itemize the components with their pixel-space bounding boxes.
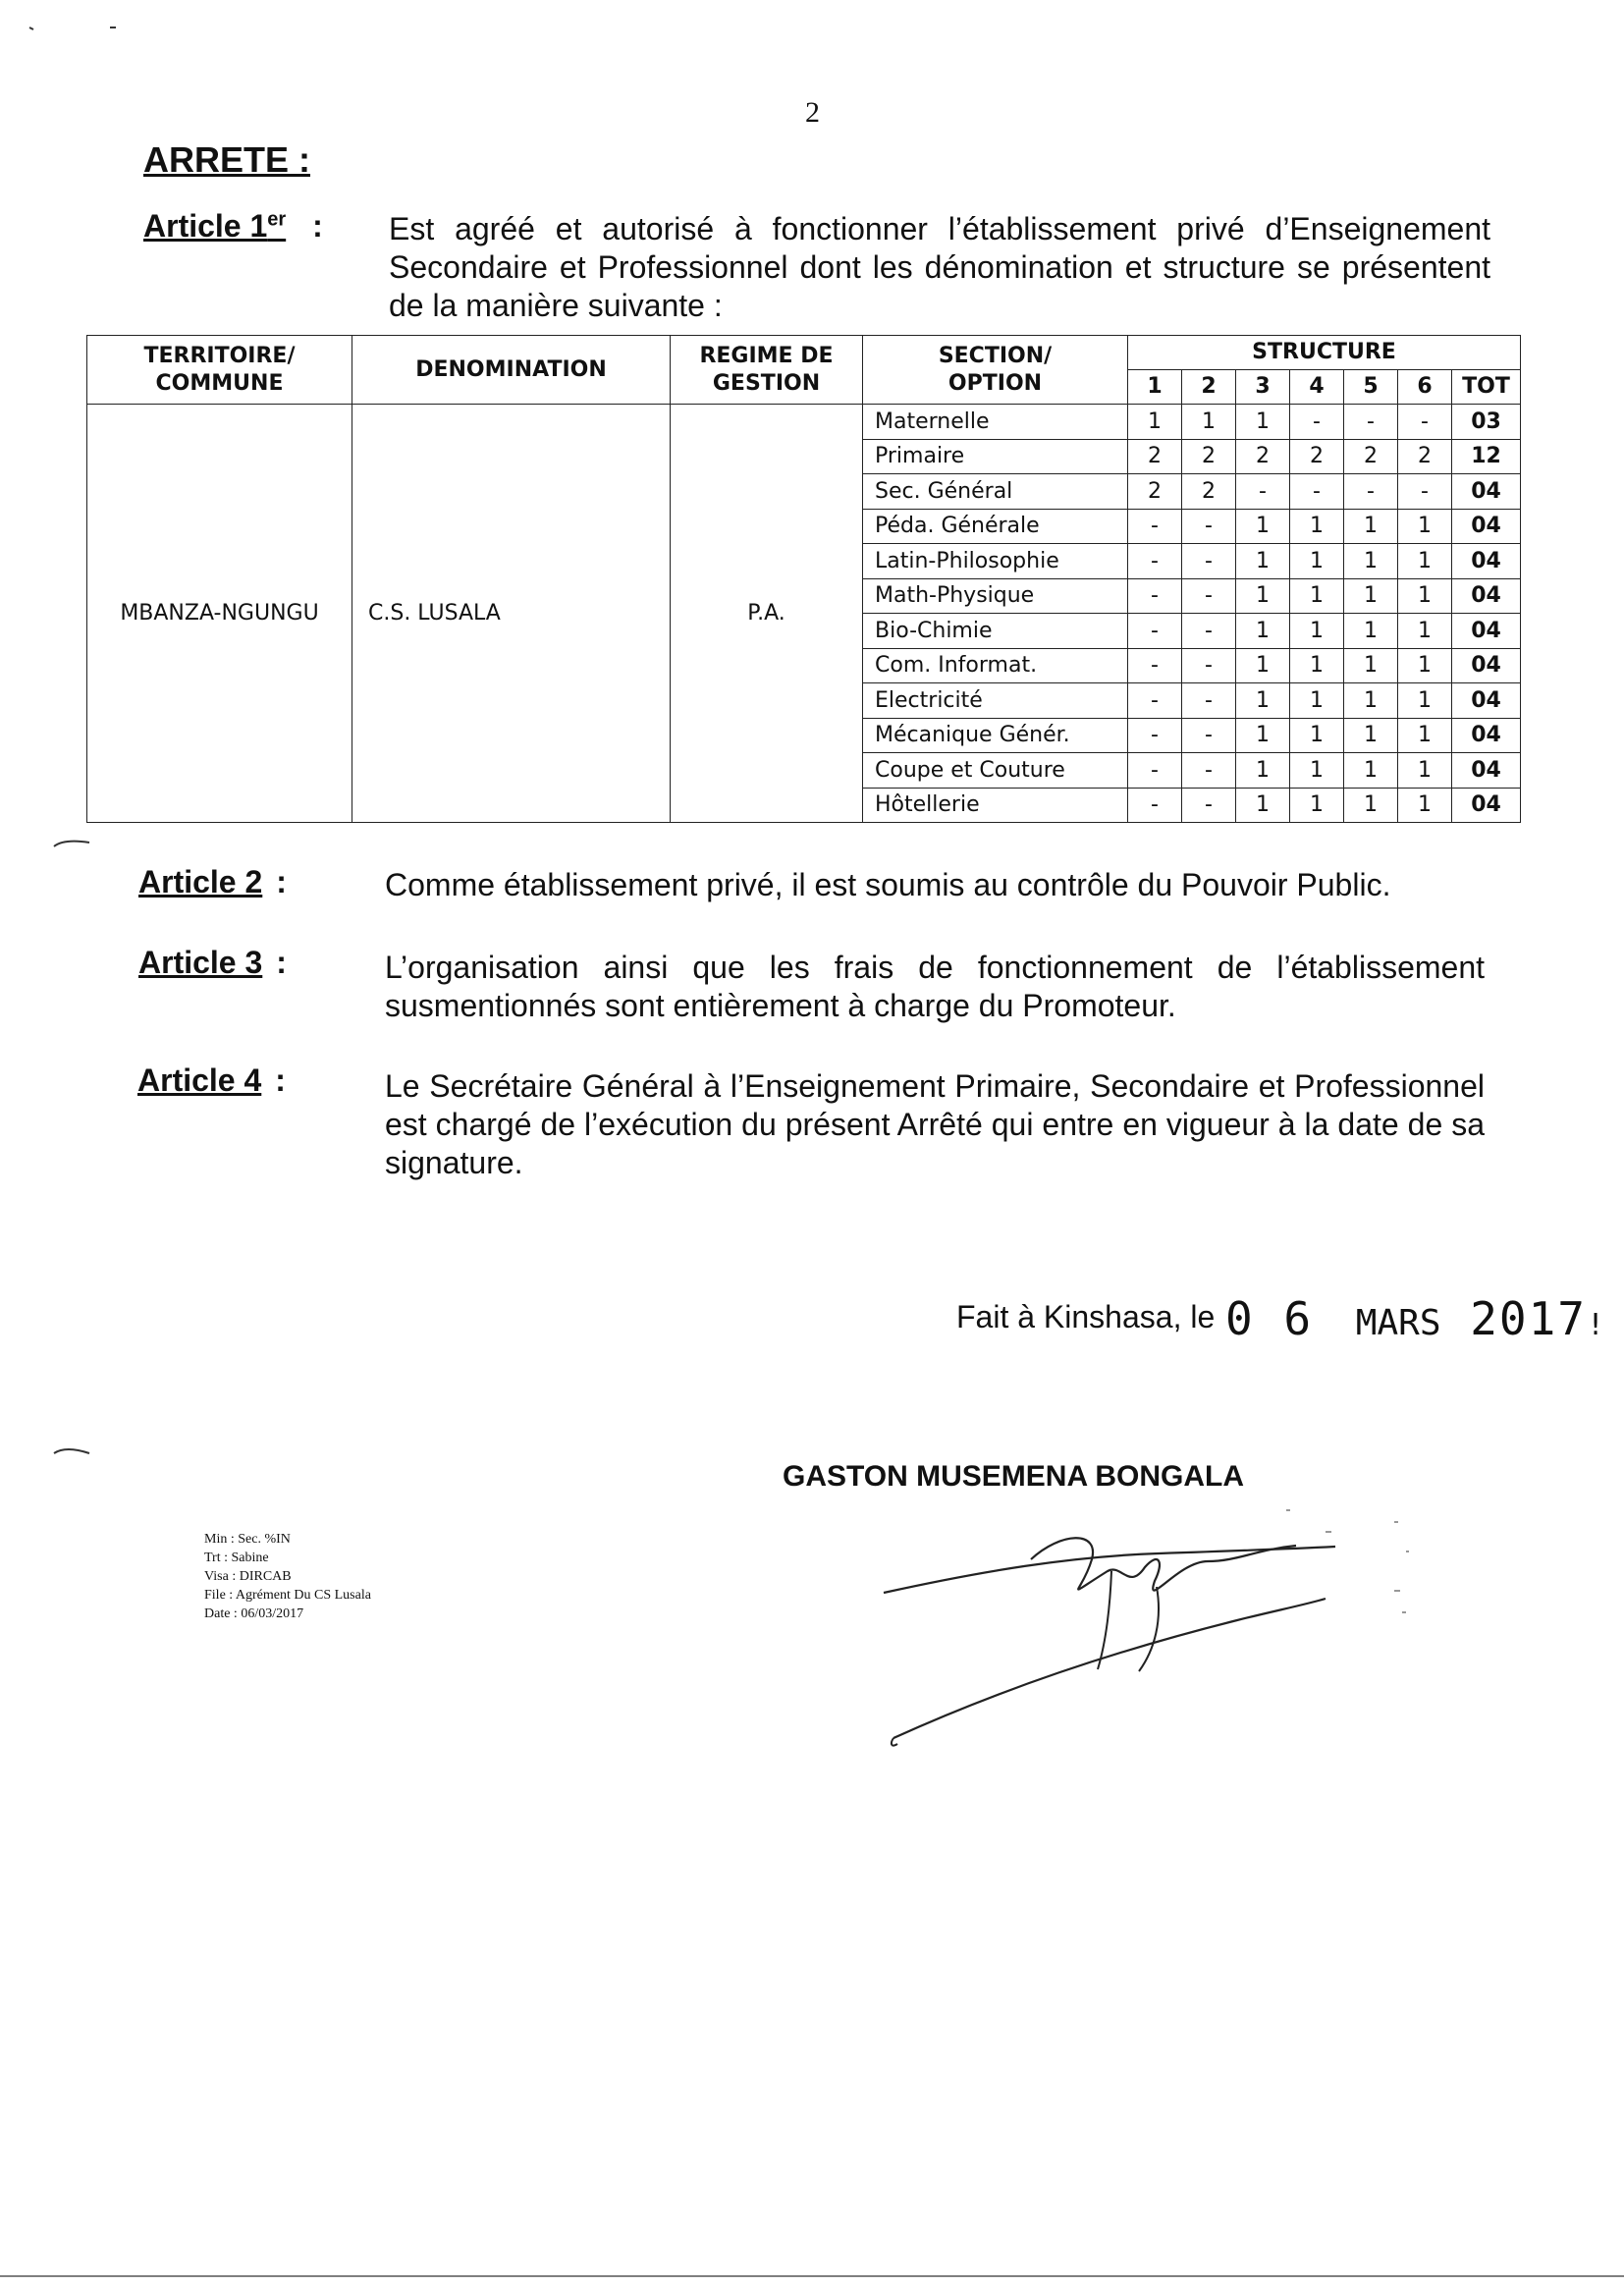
regime-cell: P.A.: [671, 405, 863, 823]
year-4-cell: -: [1290, 474, 1344, 510]
year-6-cell: 1: [1398, 544, 1452, 579]
section-cell: Péda. Générale: [863, 509, 1128, 544]
year-5-cell: 2: [1344, 439, 1398, 474]
article-4-text: Le Secrétaire Général à l’Enseignement Primaire, Secondaire et Professionnel est chargé de l’exécution du présent Arrêté qui entre en vigueur à la date de sa signature.: [385, 1068, 1485, 1180]
page-number: 2: [805, 96, 820, 129]
article-4-label: Article 4 :: [137, 1062, 286, 1098]
total-cell: 04: [1452, 544, 1521, 579]
year-4-cell: 1: [1290, 578, 1344, 614]
year-6-cell: 1: [1398, 509, 1452, 544]
year-2-cell: -: [1182, 788, 1236, 823]
year-3-cell: 1: [1236, 788, 1290, 823]
year-1-cell: -: [1128, 578, 1182, 614]
year-5-cell: 1: [1344, 648, 1398, 683]
place-date-text: Fait à Kinshasa, le: [956, 1299, 1216, 1334]
total-cell: 04: [1452, 509, 1521, 544]
year-1-cell: 2: [1128, 474, 1182, 510]
year-6-cell: 1: [1398, 614, 1452, 649]
year-4-cell: 1: [1290, 683, 1344, 719]
year-4-cell: 1: [1290, 544, 1344, 579]
total-cell: 12: [1452, 439, 1521, 474]
year-3-cell: 1: [1236, 509, 1290, 544]
year-1-cell: -: [1128, 614, 1182, 649]
memo-line: Trt : Sabine: [204, 1551, 269, 1565]
year-1-cell: -: [1128, 718, 1182, 753]
year-6-cell: 1: [1398, 718, 1452, 753]
year-2-cell: -: [1182, 578, 1236, 614]
year-5-cell: 1: [1344, 578, 1398, 614]
total-cell: 04: [1452, 648, 1521, 683]
header-tot: TOT: [1452, 370, 1521, 405]
memo-line: Min : Sec. %IN: [204, 1532, 291, 1547]
year-2-cell: -: [1182, 544, 1236, 579]
total-cell: 04: [1452, 753, 1521, 789]
date-month: MARS: [1355, 1303, 1441, 1343]
memo-line: File : Agrément Du CS Lusala: [204, 1588, 371, 1603]
year-3-cell: 1: [1236, 683, 1290, 719]
year-5-cell: 1: [1344, 718, 1398, 753]
article-1-label: Article 1er :: [143, 208, 323, 244]
year-6-cell: 1: [1398, 753, 1452, 789]
section-cell: Math-Physique: [863, 578, 1128, 614]
year-5-cell: 1: [1344, 544, 1398, 579]
total-cell: 04: [1452, 578, 1521, 614]
year-2-cell: -: [1182, 509, 1236, 544]
year-5-cell: 1: [1344, 614, 1398, 649]
year-3-cell: 2: [1236, 439, 1290, 474]
signature: [864, 1502, 1473, 1777]
year-5-cell: 1: [1344, 788, 1398, 823]
total-cell: 04: [1452, 683, 1521, 719]
section-cell: Mécanique Génér.: [863, 718, 1128, 753]
total-cell: 04: [1452, 614, 1521, 649]
header-year-1: 1: [1128, 370, 1182, 405]
article-1-text: Est agréé et autorisé à fonctionner l’établissement privé d’Enseignement Secondaire et Professionnel dont les dénomination et structure se présentent de la manière suivante :: [389, 211, 1490, 323]
section-cell: Com. Informat.: [863, 648, 1128, 683]
year-1-cell: -: [1128, 544, 1182, 579]
year-3-cell: 1: [1236, 405, 1290, 440]
year-2-cell: -: [1182, 683, 1236, 719]
total-cell: 03: [1452, 405, 1521, 440]
header-year-5: 5: [1344, 370, 1398, 405]
year-1-cell: -: [1128, 509, 1182, 544]
section-cell: Bio-Chimie: [863, 614, 1128, 649]
date-stamp: 0 6 MARS 2017!: [1225, 1292, 1607, 1345]
year-6-cell: 1: [1398, 578, 1452, 614]
year-3-cell: 1: [1236, 544, 1290, 579]
page-title: ARRETE :: [143, 139, 310, 180]
year-6-cell: 1: [1398, 788, 1452, 823]
year-4-cell: 1: [1290, 509, 1344, 544]
header-year-3: 3: [1236, 370, 1290, 405]
article-2-label: Article 2 :: [138, 864, 287, 899]
year-3-cell: 1: [1236, 578, 1290, 614]
year-1-cell: -: [1128, 648, 1182, 683]
section-cell: Coupe et Couture: [863, 753, 1128, 789]
structure-table: [86, 335, 1521, 823]
year-3-cell: -: [1236, 474, 1290, 510]
header-section: SECTION/ OPTION: [863, 336, 1128, 405]
territoire-cell: MBANZA-NGUNGU: [87, 405, 352, 823]
year-2-cell: 1: [1182, 405, 1236, 440]
year-5-cell: 1: [1344, 753, 1398, 789]
article-3-text: L’organisation ainsi que les frais de fonctionnement de l’établissement susmentionnés sont entièrement à charge du Promoteur.: [385, 950, 1485, 1023]
file-memo: [204, 1530, 371, 1623]
section-cell: Hôtellerie: [863, 788, 1128, 823]
year-4-cell: 1: [1290, 614, 1344, 649]
total-cell: 04: [1452, 474, 1521, 510]
year-6-cell: 1: [1398, 648, 1452, 683]
denomination-cell: C.S. LUSALA: [352, 405, 671, 823]
year-3-cell: 1: [1236, 648, 1290, 683]
year-5-cell: -: [1344, 474, 1398, 510]
header-territoire: TERRITOIRE/ COMMUNE: [87, 336, 352, 405]
year-4-cell: 1: [1290, 788, 1344, 823]
year-3-cell: 1: [1236, 718, 1290, 753]
year-1-cell: 2: [1128, 439, 1182, 474]
year-6-cell: 1: [1398, 683, 1452, 719]
total-cell: 04: [1452, 718, 1521, 753]
year-5-cell: 1: [1344, 509, 1398, 544]
header-year-4: 4: [1290, 370, 1344, 405]
year-5-cell: -: [1344, 405, 1398, 440]
section-cell: Electricité: [863, 683, 1128, 719]
year-3-cell: 1: [1236, 614, 1290, 649]
year-2-cell: -: [1182, 614, 1236, 649]
year-6-cell: -: [1398, 474, 1452, 510]
memo-line: Visa : DIRCAB: [204, 1569, 292, 1584]
header-year-2: 2: [1182, 370, 1236, 405]
year-2-cell: 2: [1182, 439, 1236, 474]
table-row: [87, 405, 1521, 440]
header-year-6: 6: [1398, 370, 1452, 405]
header-regime: REGIME DE GESTION: [671, 336, 863, 405]
year-1-cell: -: [1128, 683, 1182, 719]
header-structure: STRUCTURE: [1128, 336, 1521, 370]
memo-line: Date : 06/03/2017: [204, 1606, 304, 1621]
year-2-cell: -: [1182, 718, 1236, 753]
year-4-cell: 2: [1290, 439, 1344, 474]
year-4-cell: -: [1290, 405, 1344, 440]
year-2-cell: -: [1182, 753, 1236, 789]
section-cell: Sec. Général: [863, 474, 1128, 510]
year-4-cell: 1: [1290, 753, 1344, 789]
section-cell: Maternelle: [863, 405, 1128, 440]
year-2-cell: -: [1182, 648, 1236, 683]
year-2-cell: 2: [1182, 474, 1236, 510]
year-4-cell: 1: [1290, 718, 1344, 753]
date-day: 0 6: [1225, 1292, 1314, 1345]
total-cell: 04: [1452, 788, 1521, 823]
article-3-label: Article 3 :: [138, 945, 287, 980]
year-1-cell: 1: [1128, 405, 1182, 440]
year-5-cell: 1: [1344, 683, 1398, 719]
year-3-cell: 1: [1236, 753, 1290, 789]
year-4-cell: 1: [1290, 648, 1344, 683]
signatory-name: GASTON MUSEMENA BONGALA: [783, 1460, 1245, 1493]
section-cell: Primaire: [863, 439, 1128, 474]
year-1-cell: -: [1128, 753, 1182, 789]
year-1-cell: -: [1128, 788, 1182, 823]
year-6-cell: 2: [1398, 439, 1452, 474]
header-denomination: DENOMINATION: [352, 336, 671, 405]
date-year: 2017: [1470, 1292, 1587, 1345]
section-cell: Latin-Philosophie: [863, 544, 1128, 579]
year-6-cell: -: [1398, 405, 1452, 440]
article-2-text: Comme établissement privé, il est soumis au contrôle du Pouvoir Public.: [385, 867, 1391, 902]
